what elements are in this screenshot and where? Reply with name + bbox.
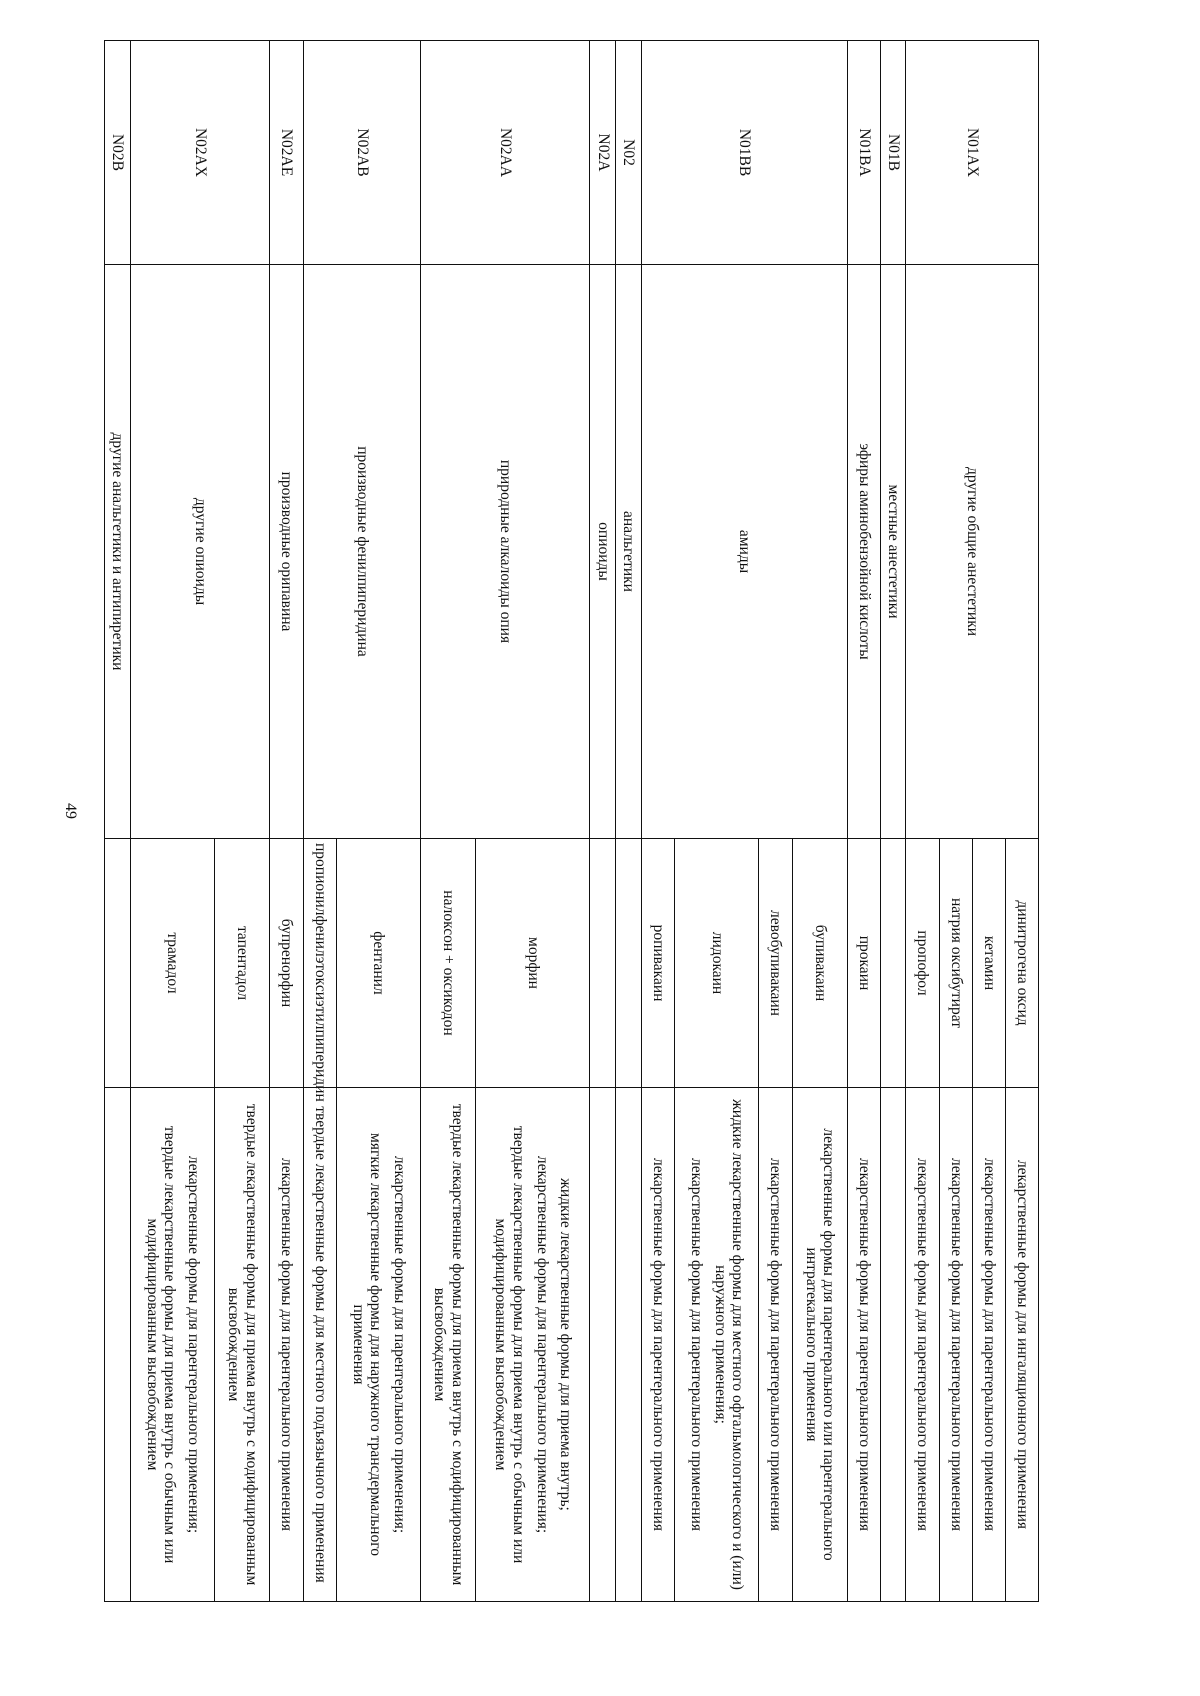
dosage-form-text: лекарственные формы для парентерального или парентерального интратекального применения bbox=[802, 1128, 838, 1561]
atc-code-cell: N01BA bbox=[847, 41, 880, 265]
dosage-form-text: лекарственные формы для парентерального применения bbox=[855, 1158, 873, 1531]
atc-group-cell: анальгетики bbox=[616, 265, 642, 839]
dosage-form-text: лекарственные формы для ингаляционного применения bbox=[1013, 1159, 1031, 1530]
drug-name-cell: налоксон + оксикодон bbox=[421, 839, 476, 1088]
dosage-form-cell bbox=[880, 1088, 906, 1602]
dosage-form-text: лекарственные формы для парентерального применения; bbox=[391, 1155, 409, 1534]
dosage-form-cell bbox=[336, 1088, 421, 1602]
dosage-form-text: лекарственные формы для парентерального применения bbox=[278, 1158, 296, 1531]
table-row bbox=[847, 41, 880, 1602]
dosage-form-cell bbox=[792, 1088, 847, 1602]
atc-group-cell: другие общие анестетики bbox=[906, 265, 1039, 839]
table-row bbox=[1005, 41, 1038, 1602]
drug-name-cell bbox=[105, 839, 131, 1088]
atc-code-cell: N02AE bbox=[270, 41, 303, 265]
dosage-form-text: мягкие лекарственные формы для наружного трансдермального применения bbox=[349, 1133, 385, 1556]
dosage-form-cell bbox=[759, 1088, 792, 1602]
drug-name-cell: кетамин bbox=[972, 839, 1005, 1088]
atc-group-cell: другие анальгетики и антипиретики bbox=[105, 265, 131, 839]
drug-name-cell: левобупивакаин bbox=[759, 839, 792, 1088]
atc-code-cell: N02AB bbox=[303, 41, 421, 265]
atc-code-cell: N02 bbox=[616, 41, 642, 265]
table-row bbox=[105, 41, 131, 1602]
dosage-form-text: лекарственные формы для парентерального применения bbox=[767, 1158, 785, 1531]
atc-group-cell: местные анестетики bbox=[880, 265, 906, 839]
dosage-form-cell bbox=[590, 1088, 616, 1602]
atc-code-cell: N01BB bbox=[641, 41, 847, 265]
atc-code-cell: N02AA bbox=[421, 41, 590, 265]
dosage-form-text: лекарственные формы для парентерального применения; bbox=[533, 1155, 551, 1534]
atc-code-cell: N01AX bbox=[906, 41, 1039, 265]
dosage-form-cell bbox=[130, 1088, 215, 1602]
atc-group-cell: амиды bbox=[641, 265, 847, 839]
drug-name-cell: тапентадол bbox=[215, 839, 270, 1088]
dosage-form-text: жидкие лекарственные формы для приема внутрь; bbox=[557, 1178, 575, 1511]
drug-classification-table bbox=[104, 40, 1039, 1590]
dosage-form-cell bbox=[270, 1088, 303, 1602]
atc-group-cell: эфиры аминобензойной кислоты bbox=[847, 265, 880, 839]
page-number: 49 bbox=[62, 803, 79, 819]
dosage-form-text: твердые лекарственные формы для приема внутрь с модифицированным высвобождением bbox=[225, 1103, 261, 1586]
dosage-form-text bbox=[890, 1092, 896, 1597]
drug-name-cell bbox=[880, 839, 906, 1088]
dosage-form-cell bbox=[674, 1088, 759, 1602]
atc-code-cell: N02AX bbox=[130, 41, 270, 265]
atc-code-cell: N01B bbox=[880, 41, 906, 265]
dosage-form-text: твердые лекарственные формы для приема внутрь с обычным или модифицированным высвобождением bbox=[492, 1125, 527, 1564]
drug-name-cell: ропивакаин bbox=[641, 839, 674, 1088]
table-row bbox=[880, 41, 906, 1602]
drug-name-cell: лидокаин bbox=[674, 839, 759, 1088]
dosage-form-cell bbox=[421, 1088, 476, 1602]
atc-group-cell: опиоиды bbox=[590, 265, 616, 839]
dosage-form-cell bbox=[939, 1088, 972, 1602]
dosage-form-text bbox=[625, 1092, 631, 1597]
table-row bbox=[792, 41, 847, 1602]
dosage-form-cell bbox=[641, 1088, 674, 1602]
atc-code-cell: N02B bbox=[105, 41, 131, 265]
dosage-form-text bbox=[114, 1092, 120, 1597]
dosage-form-cell bbox=[215, 1088, 270, 1602]
drug-name-cell: морфин bbox=[476, 839, 590, 1088]
dosage-form-text: лекарственные формы для парентерального применения bbox=[947, 1158, 965, 1531]
dosage-form-cell bbox=[616, 1088, 642, 1602]
drug-name-cell bbox=[616, 839, 642, 1088]
drug-name-cell: бупренорфин bbox=[270, 839, 303, 1088]
dosage-form-cell bbox=[847, 1088, 880, 1602]
atc-code-cell: N02A bbox=[590, 41, 616, 265]
dosage-form-text: лекарственные формы для парентерального применения bbox=[649, 1158, 667, 1531]
dosage-form-cell bbox=[906, 1088, 939, 1602]
dosage-form-cell bbox=[972, 1088, 1005, 1602]
dosage-form-cell bbox=[476, 1088, 590, 1602]
drug-name-cell: пропионилфенилэтоксиэтилпиперидин bbox=[303, 839, 336, 1088]
drug-name-cell: бупивакаин bbox=[792, 839, 847, 1088]
table-row bbox=[270, 41, 303, 1602]
dosage-form-text bbox=[600, 1092, 606, 1597]
dosage-form-text: твердые лекарственные формы для приема внутрь с обычным или модифицированным высвобождением bbox=[143, 1125, 179, 1564]
dosage-form-text: лекарственные формы для парентерального применения bbox=[914, 1158, 932, 1531]
atc-group-cell: другие опиоиды bbox=[130, 265, 270, 839]
dosage-form-text: лекарственные формы для парентерального применения bbox=[687, 1158, 705, 1531]
dosage-form-text: твердые лекарственные формы для приема внутрь с модифицированным высвобождением bbox=[431, 1103, 467, 1586]
drug-name-cell bbox=[590, 839, 616, 1088]
dosage-form-text: лекарственные формы для парентерального применения bbox=[980, 1158, 998, 1531]
dosage-form-text: жидкие лекарственные формы для местного офтальмологического и (или) наружного применения; bbox=[711, 1099, 747, 1590]
table-row bbox=[476, 41, 590, 1602]
dosage-form-text: твердые лекарственные формы для местного подъязычного применения bbox=[311, 1106, 329, 1583]
atc-group-cell: природные алкалоиды опия bbox=[421, 265, 590, 839]
drug-name-cell: натрия оксибутират bbox=[939, 839, 972, 1088]
dosage-form-cell bbox=[1005, 1088, 1038, 1602]
table-row bbox=[215, 41, 270, 1602]
table-row bbox=[590, 41, 616, 1602]
table-row bbox=[616, 41, 642, 1602]
drug-name-cell: прокаин bbox=[847, 839, 880, 1088]
drug-name-cell: фентанил bbox=[336, 839, 421, 1088]
atc-group-cell: производные орипавина bbox=[270, 265, 303, 839]
drug-name-cell: трамадол bbox=[130, 839, 215, 1088]
atc-group-cell: производные фенилпиперидина bbox=[303, 265, 421, 839]
dosage-form-text: лекарственные формы для парентерального применения; bbox=[185, 1155, 203, 1534]
drug-name-cell: динитрогена оксид bbox=[1005, 839, 1038, 1088]
table-row bbox=[336, 41, 421, 1602]
drug-name-cell: пропофол bbox=[906, 839, 939, 1088]
dosage-form-cell bbox=[105, 1088, 131, 1602]
dosage-form-cell bbox=[303, 1088, 336, 1602]
